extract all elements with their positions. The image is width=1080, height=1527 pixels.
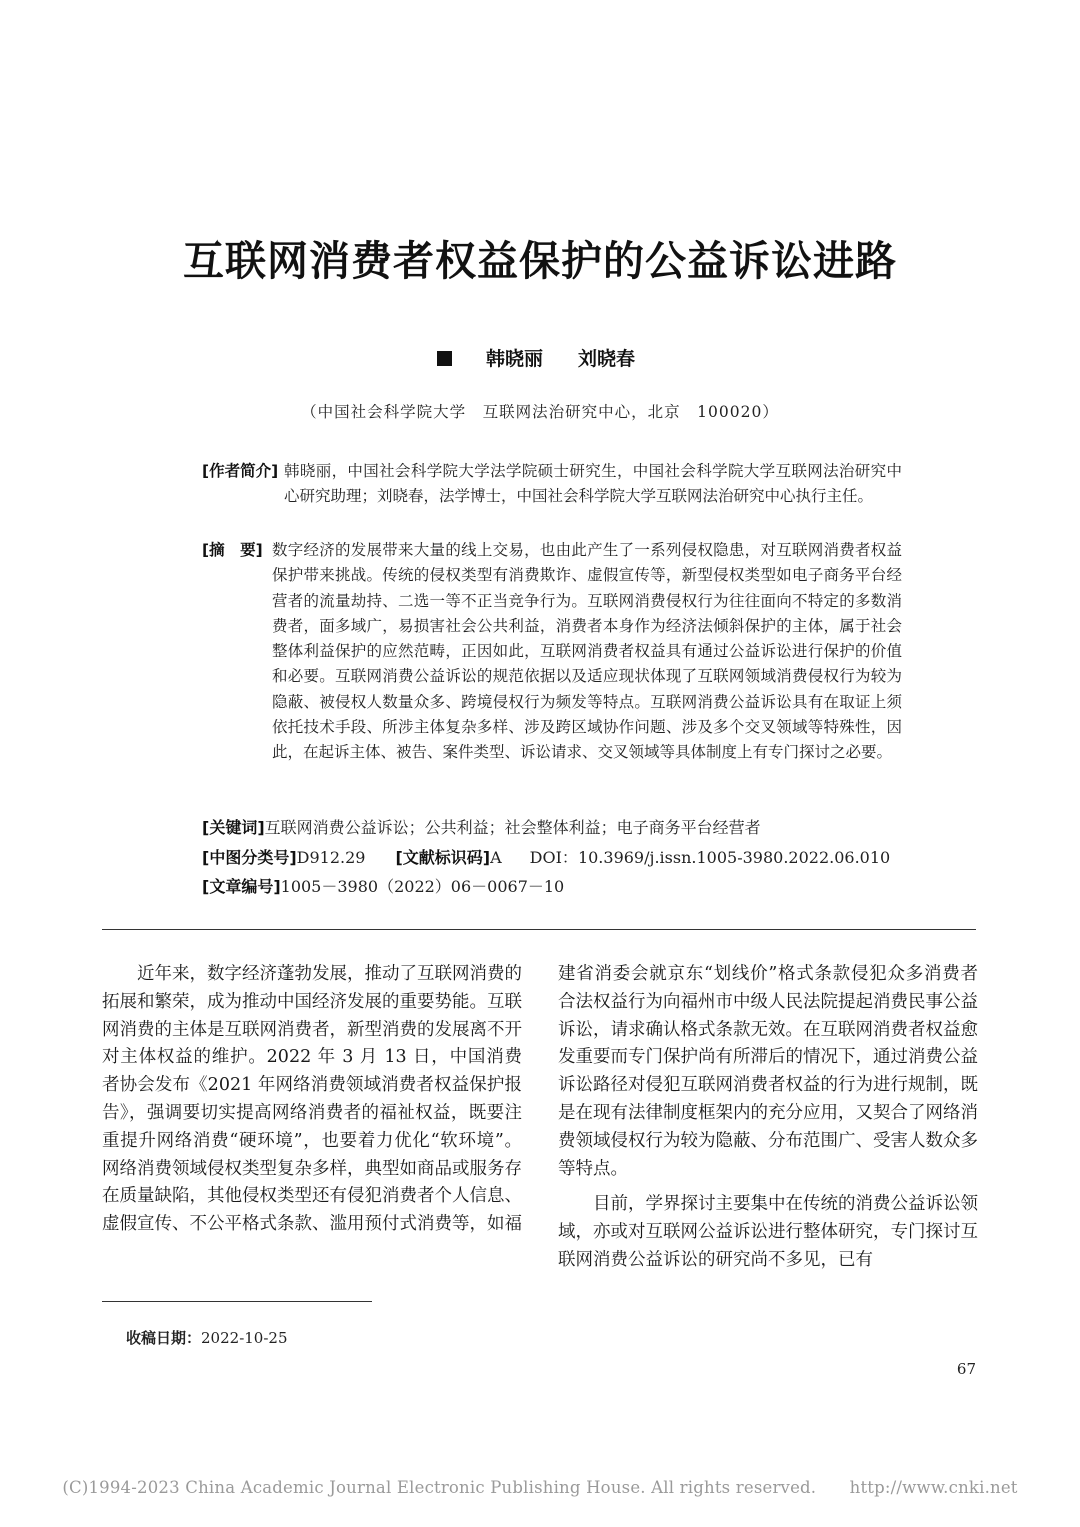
square-bullet-icon [437,351,452,366]
author-name: 刘晓春 [578,348,636,370]
affiliation: （中国社会科学院大学 互联网法治研究中心，北京 100020） [301,403,779,421]
received-date [126,1327,288,1348]
keywords [202,815,761,838]
article-number [202,874,564,897]
classification-line [202,845,890,868]
article-title: 互联网消费者权益保护的公益诉讼进路 [183,237,897,285]
clc-value: D912.29 [296,848,366,867]
doi-label: DOI： [529,848,578,867]
article-number-value: 1005－3980（2022）06－0067－10 [280,877,565,896]
received-date-value: 2022-10-25 [201,1329,288,1347]
author-bio-text: 韩晓丽，中国社会科学院大学法学院硕士研究生，中国社会科学院大学互联网法治研究中心研究助理；刘晓春，法学博士，中国社会科学院大学互联网法治研究中心执行主任。 [284,462,902,506]
doc-code-label: [文献标识码] [395,848,491,867]
abstract-label: [摘 要] [202,541,263,559]
abstract [202,538,902,766]
keywords-label: [关键词] [202,818,265,837]
author-bio-label: [作者简介] [202,462,279,480]
abstract-text: 数字经济的发展带来大量的线上交易，也由此产生了一系列侵权隐患，对互联网消费者权益保护带来挑战。传统的侵权类型有消费欺诈、虚假宣传等，新型侵权类型如电子商务平台经营者的流量劫持、二选一等不正当竞争行为。互联网消费侵权行为往往面向不特定的多数消费者，面多域广，易损害社会公共利益，消费者本身作为经济法倾斜保护的主体，属于社会整体利益保护的应然范畴，正因如此，互联网消费者权益具有通过公益诉讼进行保护的价值和必要。互联网消费公益诉讼的规范依据以及适应现状体现了互联网领域消费侵权行为较为隐蔽、被侵权人数量众多、跨境侵权行为频发等特点。互联网消费公益诉讼具有在取证上须依托技术手段、所涉主体复杂多样、涉及跨区域协作问题、涉及多个交叉领域等特殊性，因此，在起诉主体、被告、案件类型、诉讼请求、交叉领域等具体制度上有专门探讨之必要。 [272,541,902,762]
clc-label: [中图分类号] [202,848,297,867]
body-paragraph: 近年来，数字经济蓬勃发展，推动了互联网消费的拓展和繁荣，成为推动中国经济发展的重要势能。互联网消费的主体是互联网消费者，新型消费的发展离不开对主体权益的维护。2022 年 3 月 13 日，中国消费者协会发布《2021 年网络消费领域消费者权益保护报告》，强调要切实提高网络消费者的福祉权益，既要注重提升网络消费“硬环境”，也要着力优化“软环境”。网络消费领域侵权类型复杂多样，典型如商品或服务存在质量缺陷，其他侵权类型还有侵犯消费者个人信息、虚假宣传、不公平格式条款、滥用预付式消费等，如福 [102,964,522,1235]
copyright-footer: (C)1994-2023 China Academic Journal Electronic Publishing House. All rights reserved. http://www.cnki.net [62,1478,1018,1497]
author-bio [202,459,902,510]
doi-value: 10.3969/j.issn.1005-3980.2022.06.010 [577,848,891,867]
doc-code-value: A [490,848,502,867]
keywords-text: 互联网消费公益诉讼；公共利益；社会整体利益；电子商务平台经营者 [264,818,761,837]
body-paragraph: 目前，学界探讨主要集中在传统的消费公益诉讼领域，亦或对互联网公益诉讼进行整体研究，专门探讨互联网消费公益诉讼的研究尚不多见，已有 [558,1194,978,1270]
received-date-label: 收稿日期： [126,1329,202,1347]
author-name: 韩晓丽 [485,348,543,370]
footnote-divider [102,1301,372,1302]
page-number: 67 [956,1360,976,1378]
body-paragraph: 建省消委会就京东“划线价”格式条款侵犯众多消费者合法权益行为向福州市中级人民法院提起消费民事公益诉讼，请求确认格式条款无效。在互联网消费者权益愈发重要而专门保护尚有所滞后的情况下，通过消费公益诉讼路径对侵犯互联网消费者权益的行为进行规制，既是在现有法律制度框架内的充分应用，又契合了网络消费领域侵权行为较为隐蔽、分布范围广、受害人数众多等特点。 [558,964,978,1179]
body-column-left [102,961,522,1239]
article-number-label: [文章编号] [202,877,281,896]
section-divider [102,929,976,930]
author-line [0,344,1080,371]
body-column-right [558,961,978,1275]
